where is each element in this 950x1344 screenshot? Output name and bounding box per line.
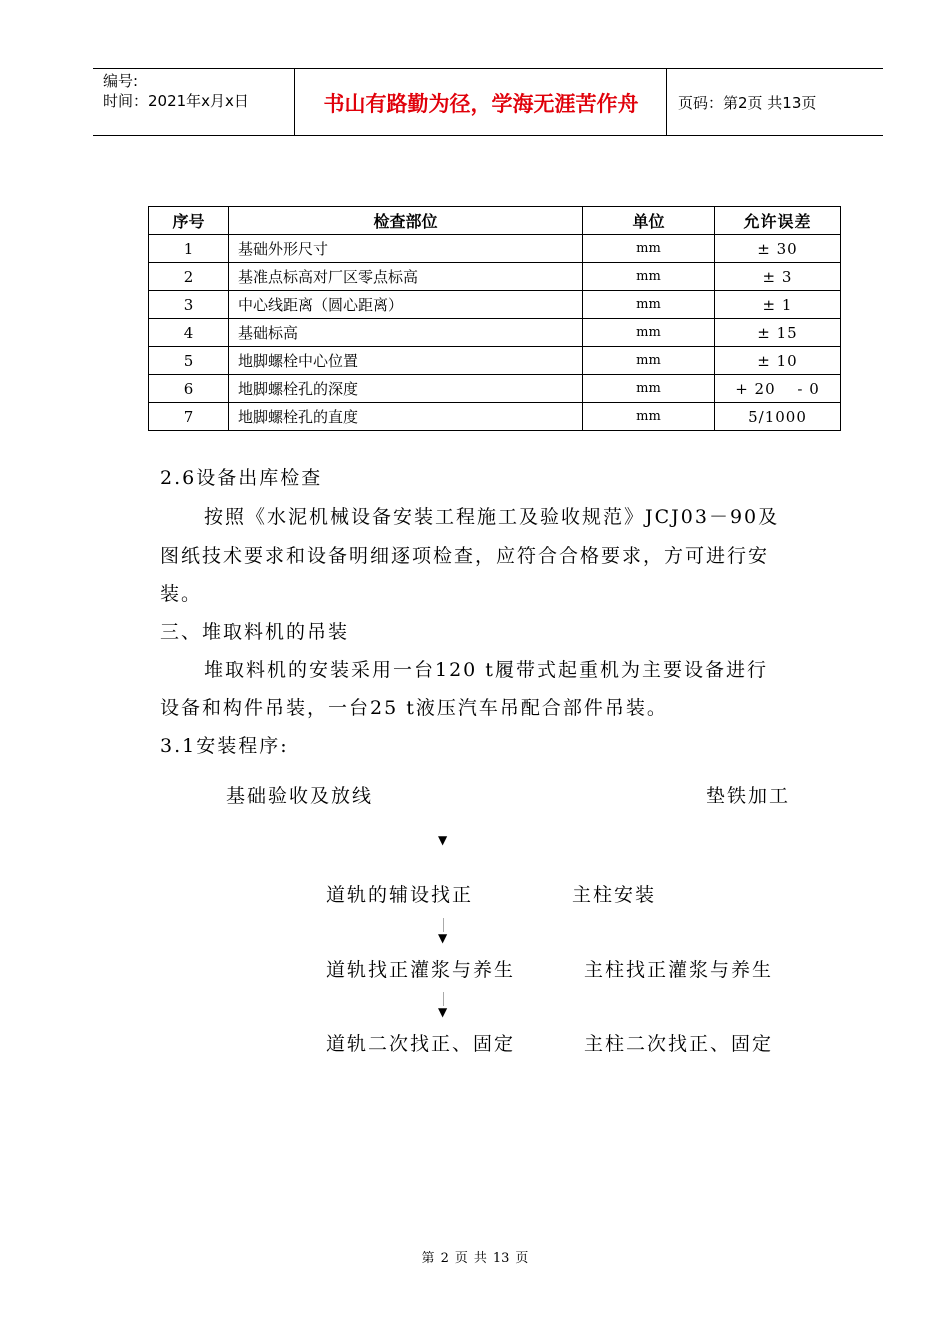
table-row [149,235,841,263]
flow-rail-grouting: 道轨找正灌浆与养生 [326,959,516,981]
cell-tolerance: 5/1000 [715,403,841,431]
cell-unit: mm [583,291,715,319]
cell-tolerance: ± 3 [715,263,841,291]
table-row [149,291,841,319]
flow-rail-fixing: 道轨二次找正、固定 [326,1033,516,1055]
cell-no: 1 [149,235,229,263]
flow-column-grouting: 主柱找正灌浆与养生 [584,959,774,981]
col-header-tolerance: 允许误差 [715,207,841,235]
table-row [149,347,841,375]
cell-no: 6 [149,375,229,403]
header-divider-right [666,68,667,136]
cell-unit: mm [583,403,715,431]
section-3-title: 三、堆取料机的吊装 [160,621,350,643]
table-row [149,403,841,431]
footer-page-unit: 页 [454,1251,468,1266]
header-motto: 书山有路勤为径，学海无涯苦作舟 [323,92,639,116]
cell-unit: mm [583,235,715,263]
cell-part: 基础外形尺寸 [229,235,583,263]
flow-column-fixing: 主柱二次找正、固定 [584,1033,774,1055]
col-header-part: 检查部位 [229,207,583,235]
cell-unit: mm [583,347,715,375]
cell-tolerance: ± 10 [715,347,841,375]
cell-part: 地脚螺栓孔的直度 [229,403,583,431]
cell-part: 地脚螺栓孔的深度 [229,375,583,403]
header-page-label: 页码：第2页 共13页 [678,94,817,112]
section-3-paragraph-line1: 堆取料机的安装采用一台120 t履带式起重机为主要设备进行 [204,659,768,681]
cell-part: 地脚螺栓中心位置 [229,347,583,375]
inspection-table [148,206,841,431]
col-header-unit: 单位 [583,207,715,235]
header-time-label: 时间：2021年x月x日 [103,92,249,110]
footer-total-unit: 页 [515,1251,529,1266]
section-2-6-paragraph-line2: 图纸技术要求和设备明细逐项检查，应符合合格要求，方可进行安 [160,545,770,567]
footer-page-number: 2 [440,1251,449,1266]
cell-no: 2 [149,263,229,291]
section-3-1-title: 3.1安装程序: [160,735,289,757]
page-footer [0,1247,950,1266]
section-2-6-paragraph-line3: 装。 [160,583,203,605]
footer-total-word: 共 [473,1251,487,1266]
flow-connector [443,918,444,932]
header-meta [103,71,249,111]
cell-unit: mm [583,319,715,347]
cell-tolerance: ± 1 [715,291,841,319]
cell-part: 基准点标高对厂区零点标高 [229,263,583,291]
cell-no: 7 [149,403,229,431]
section-3-paragraph-line2: 设备和构件吊装，一台25 t液压汽车吊配合部件吊装。 [160,697,668,719]
cell-no: 4 [149,319,229,347]
table-row [149,319,841,347]
cell-tolerance: ± 30 [715,235,841,263]
header-divider-left [294,68,295,136]
flow-column-install: 主柱安装 [572,884,657,906]
section-2-6-paragraph-line1: 按照《水泥机械设备安装工程施工及验收规范》JCJ03－90及 [204,506,780,528]
flow-foundation-acceptance: 基础验收及放线 [226,785,374,807]
table-row [149,263,841,291]
header-bottom-rule [93,135,883,136]
cell-part: 中心线距离（圆心距离） [229,291,583,319]
header-top-rule [93,68,883,69]
footer-page-word: 第 [421,1251,435,1266]
section-2-6-title: 2.6设备出库检查 [160,467,323,489]
table-header-row [149,207,841,235]
cell-tolerance: ± 15 [715,319,841,347]
flow-rail-laying: 道轨的辅设找正 [326,884,474,906]
cell-no: 3 [149,291,229,319]
down-arrow-icon: ▼ [438,931,448,945]
header-code-label: 编号: [103,72,139,90]
down-arrow-icon: ▼ [438,833,448,847]
cell-unit: mm [583,263,715,291]
flow-shim-processing: 垫铁加工 [706,785,791,807]
cell-part: 基础标高 [229,319,583,347]
col-header-no: 序号 [149,207,229,235]
table-row [149,375,841,403]
down-arrow-icon: ▼ [438,1005,448,1019]
flow-connector [443,992,444,1006]
footer-total-number: 13 [492,1251,510,1266]
cell-tolerance: + 20 - 0 [715,375,841,403]
cell-no: 5 [149,347,229,375]
cell-unit: mm [583,375,715,403]
